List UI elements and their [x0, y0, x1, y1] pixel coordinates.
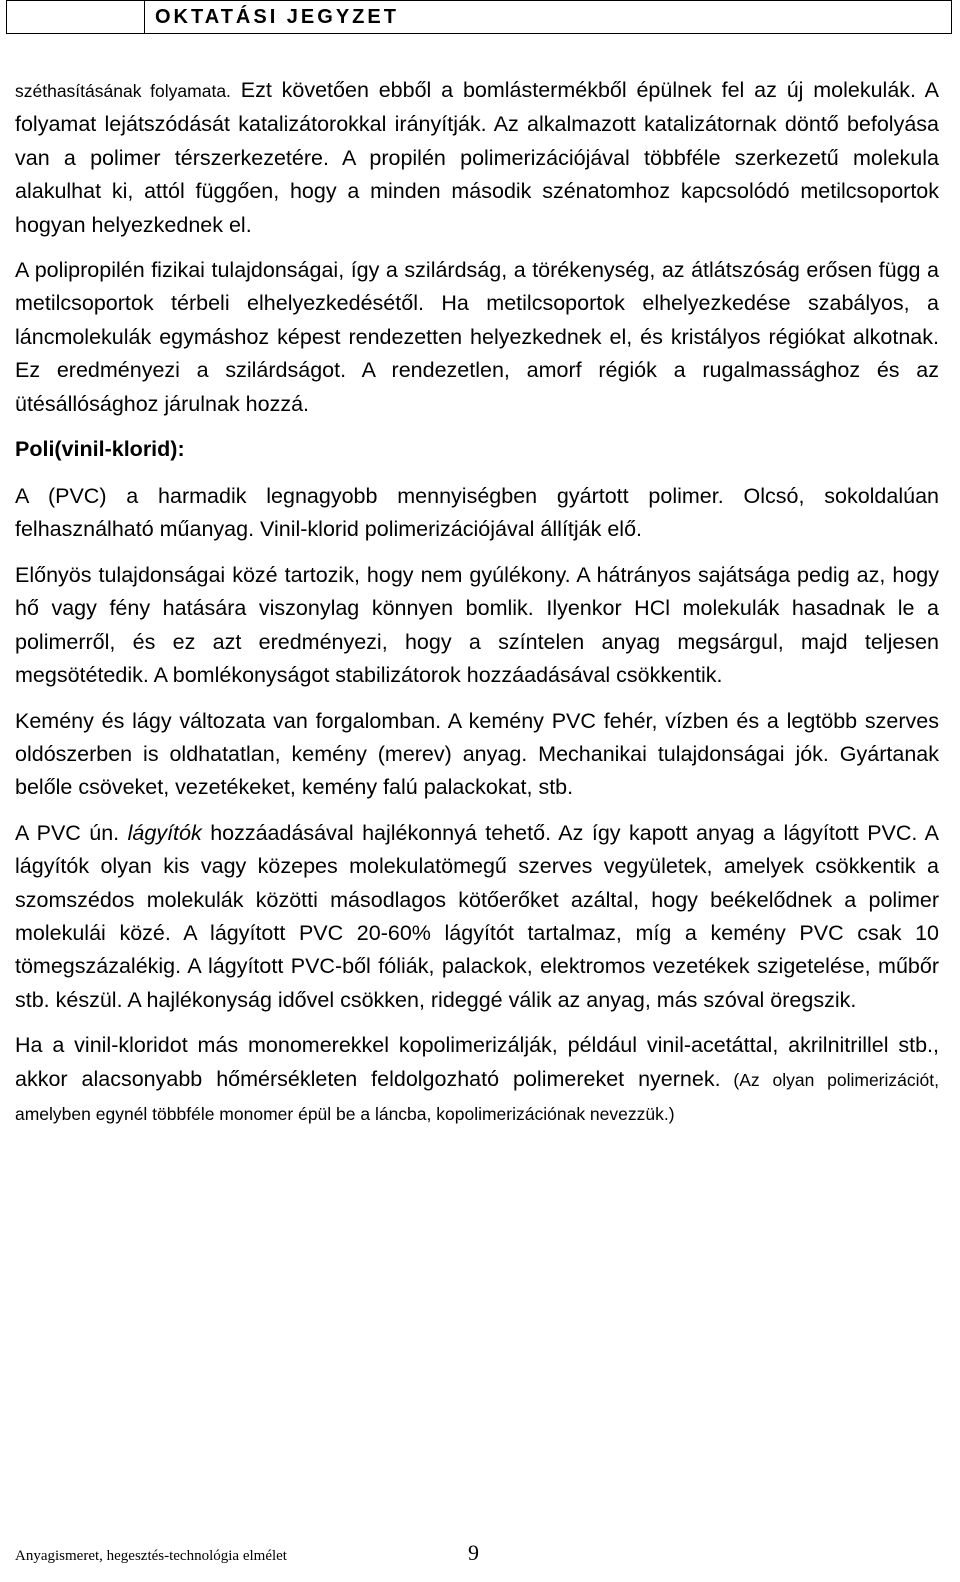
header-title: OKTATÁSI JEGYZET [155, 6, 399, 28]
paragraph-text: Ezt követően ebből a bomlástermékből épülnek fel az új molekulák. A folyamat lejátszódását katalizátorokkal irányítják. Az alkalmazott katalizátornak döntő befolyása van a polimer térszerkezetére. A propilén polimerizációjával többféle szerkezetű molekula alakulhat ki, attól függően, hogy a minden második szénatomhoz kapcsolódó metilcsoportok hogyan helyezkednek el. [15, 78, 939, 237]
paragraph-copolymerization [15, 1029, 939, 1131]
paragraph-note: (Az olyan polimerizációt, amelyben egynél többféle monomer épül be a láncba, kopolimerizációnak nevezzük.) [15, 1069, 939, 1124]
paragraph-plasticizers [15, 817, 939, 1017]
section-heading-pvc: Poli(vinil-klorid): [15, 437, 185, 462]
footer-title: Anyagismeret, hegesztés-technológia elmélet [15, 1548, 287, 1564]
paragraph-polypropylene-properties: A polipropilén fizikai tulajdonságai, így a szilárdság, a törékenység, az átlátszóság erősen függ a metilcsoportok térbeli elhelyezkedésétől. Ha metilcsoportok elhelyezkedése szabályos, a láncmolekulák egymáshoz képest rendezetten helyezkednek el, és kristályos régiókat alkotnak. Ez eredményezi a szilárdságot. A rendezetlen, amorf régiók a rugalmassághoz és az ütésállósághoz járulnak hozzá. [15, 258, 939, 416]
page-header [6, 0, 952, 34]
paragraph-pvc-variants: Kemény és lágy változata van forgalomban. A kemény PVC fehér, vízben és a legtöbb szerves oldószerben is oldhatatlan, kemény (merev) anyag. Mechanikai tulajdonságai jók. Gyártanak belőle csöveket, vezetékeket, kemény falú palackokat, stb. [15, 708, 939, 800]
paragraph-pvc-intro: A (PVC) a harmadik legnagyobb mennyiségben gyártott polimer. Olcsó, sokoldalúan felhasználható műanyag. Vinil-klorid polimerizációjával állítják elő. [15, 484, 939, 542]
paragraph-lead-text: széthasításának folyamata. [15, 81, 231, 101]
paragraph-propylene [15, 74, 939, 242]
document-body [15, 74, 939, 1143]
header-left-cell [7, 1, 145, 33]
paragraph-pvc-advantages: Előnyös tulajdonságai közé tartozik, hogy nem gyúlékony. A hátrányos sajátsága pedig az, hogy hő vagy fény hatására viszonylag könnyen bomlik. Ilyenkor HCl molekulák hasadnak le a polimerről, és ez azt eredményezi, hogy a színtelen anyag megsárgul, majd teljesen megsötétedik. A bomlékonyságot stabilizátorok hozzáadásával csökkentik. [15, 562, 939, 688]
paragraph-text: Ha a vinil-kloridot más monomerekkel kopolimerizálják, például vinil-acetáttal, akrilnitrillel stb., akkor alacsonyabb hőmérsékleten feldolgozható polimereket nyernek. [15, 1033, 939, 1091]
page-number: 9 [468, 1540, 479, 1565]
paragraph-text: A PVC ún. [15, 820, 128, 845]
italic-term: lágyítók [127, 820, 202, 845]
paragraph-text: hozzáadásával hajlékonnyá tehető. Az így kapott anyag a lágyított PVC. A lágyítók olyan kis vagy közepes molekulatömegű szerves vegyületek, amelyek csökkentik a szomszédos molekulák közötti másodlagos kötőerőket azáltal, hogy beékelődnek a polimer molekulái közé. A lágyított PVC 20-60% lágyítót tartalmaz, míg a kemény PVC csak 10 tömegszázalékig. A lágyított PVC-ből fóliák, palackok, elektromos vezetékek szigetelése, műbőr stb. készül. A hajlékonyság idővel csökken, rideggé válik az anyag, más szóval öregszik. [15, 820, 939, 1012]
